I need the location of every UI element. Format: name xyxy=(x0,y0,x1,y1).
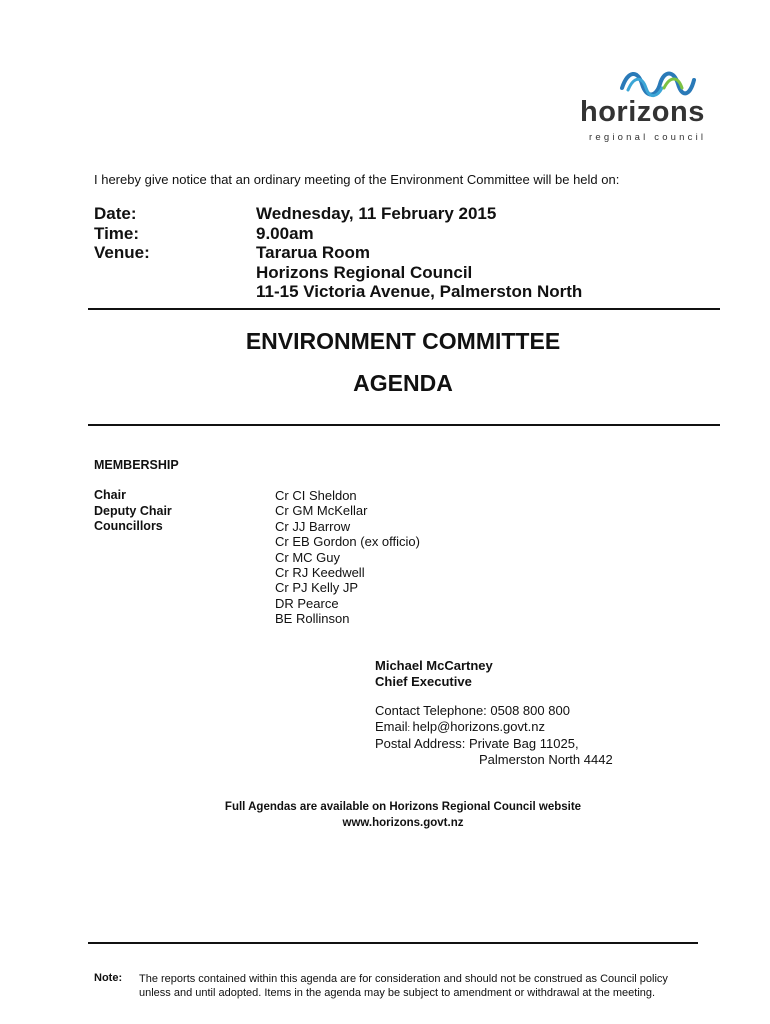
membership-list xyxy=(275,488,420,627)
membership-roles xyxy=(94,488,172,535)
horizons-logo xyxy=(580,66,720,146)
meeting-detail-values xyxy=(256,204,582,302)
executive-role: Chief Executive xyxy=(375,673,472,689)
member-item: Cr GM McKellar xyxy=(275,503,368,519)
contact-postal-city: Palmerston North 4442 xyxy=(479,751,613,767)
member-item: BE Rollinson xyxy=(275,611,350,627)
website-text: Full Agendas are available on Horizons Regional Council website xyxy=(224,801,582,813)
meeting-detail-labels xyxy=(94,204,150,263)
committee-title: ENVIRONMENT COMMITTEE xyxy=(245,328,561,354)
time-label: Time: xyxy=(94,223,140,243)
note-text xyxy=(139,972,719,1000)
email-link[interactable]: help@horizons.govt.nz xyxy=(412,718,545,734)
time-value: 9.00am xyxy=(256,223,314,243)
divider-top xyxy=(88,308,720,310)
executive-name: Michael McCartney xyxy=(375,658,493,673)
venue-label: Venue: xyxy=(94,243,150,262)
member-item: Cr PJ Kelly JP xyxy=(275,580,359,596)
divider-bottom xyxy=(88,942,698,944)
website-url[interactable]: www.horizons.govt.nz xyxy=(342,816,464,829)
email-label: Email xyxy=(375,718,408,734)
contact-postal: Postal Address: Private Bag 11025, xyxy=(375,736,579,751)
member-item: Cr RJ Keedwell xyxy=(275,565,365,581)
note-line-1: The reports contained within this agenda are for consideration and should not be construed as Council policy xyxy=(139,973,668,985)
contact-telephone: Contact Telephone: 0508 800 800 xyxy=(375,703,570,718)
website-notice xyxy=(88,800,718,831)
agenda-title: AGENDA xyxy=(353,370,453,396)
member-item: Cr JJ Barrow xyxy=(275,518,351,534)
divider-middle xyxy=(88,424,720,426)
role-deputy-chair: Deputy Chair xyxy=(94,503,172,518)
member-item: Cr EB Gordon (ex officio) xyxy=(275,534,420,550)
logo-subtitle: regional council xyxy=(589,132,707,143)
venue-room: Tararua Room xyxy=(256,243,370,262)
chief-executive-block xyxy=(375,658,493,689)
meeting-notice: I hereby give notice that an ordinary meeting of the Environment Committee will be held on: xyxy=(94,172,620,187)
membership-heading: MEMBERSHIP xyxy=(94,458,179,472)
role-chair: Chair xyxy=(94,488,126,502)
logo-wordmark: horizons xyxy=(580,96,705,128)
date-label: Date: xyxy=(94,204,137,223)
member-item: DR Pearce xyxy=(275,595,339,611)
role-councillors: Councillors xyxy=(94,519,163,533)
venue-address: 11-15 Victoria Avenue, Palmerston North xyxy=(256,282,583,301)
venue-building: Horizons Regional Council xyxy=(256,262,473,282)
note-label: Note: xyxy=(94,972,123,984)
member-item: Cr CI Sheldon xyxy=(275,488,357,503)
note-line-2: unless and until adopted. Items in the agenda may be subject to amendment or withdrawal at the meeting. xyxy=(139,987,656,999)
contact-block xyxy=(375,703,613,767)
contact-email-line: Email: help@horizons.govt.nz xyxy=(375,718,545,734)
date-value: Wednesday, 11 February 2015 xyxy=(256,204,497,223)
wave-logo-icon xyxy=(618,66,698,100)
member-item: Cr MC Guy xyxy=(275,549,340,565)
